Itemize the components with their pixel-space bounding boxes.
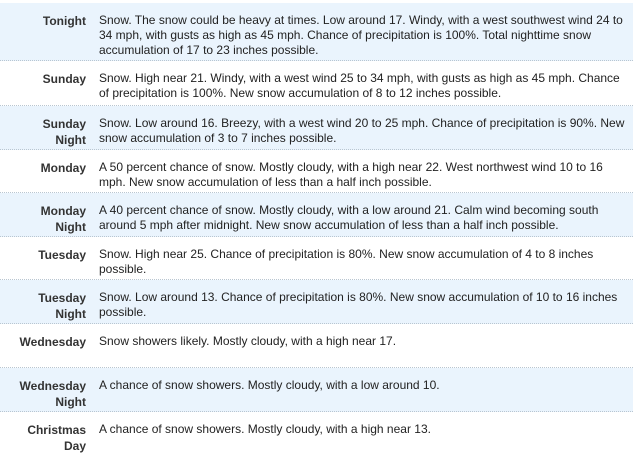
forecast-row-wednesday-night xyxy=(0,368,633,412)
forecast-period-label xyxy=(0,3,86,60)
forecast-period-label xyxy=(0,324,86,367)
forecast-row-wednesday xyxy=(0,324,633,368)
forecast-period-label xyxy=(0,193,86,236)
forecast-period-label xyxy=(0,368,86,411)
forecast-period-text: A 40 percent chance of snow. Mostly cloudy, with a low around 21. Calm wind becoming south around 5 mph after midnight. New snow accumulation of less than a half inch possible. xyxy=(99,203,599,232)
forecast-row-tuesday xyxy=(0,237,633,280)
forecast-period-text: A 50 percent chance of snow. Mostly cloudy, with a high near 22. West northwest wind 10 to 16 mph. New snow accumulation of less than a half inch possible. xyxy=(99,160,603,189)
forecast-period-label-line: Night xyxy=(55,133,86,147)
forecast-period-label xyxy=(0,106,86,149)
forecast-row-sunday xyxy=(0,61,633,106)
forecast-period-label-line: Sunday xyxy=(42,72,86,86)
forecast-period-label-line: Christmas xyxy=(27,423,86,437)
forecast-period-text: Snow. Low around 16. Breezy, with a west wind 20 to 25 mph. Chance of precipitation is 90%. New snow accumulation of 3 to 7 inches possible. xyxy=(99,116,625,145)
forecast-period-label-line: Tuesday xyxy=(38,291,86,305)
forecast-period-label-line: Night xyxy=(55,307,86,321)
forecast-period-label-line: Wednesday xyxy=(19,335,86,349)
forecast-row-monday-night xyxy=(0,193,633,237)
forecast-period-label-line: Tonight xyxy=(42,14,86,28)
forecast-row-tuesday-night xyxy=(0,280,633,324)
forecast-period-label xyxy=(0,237,86,279)
forecast-row-sunday-night xyxy=(0,106,633,150)
forecast-period-label xyxy=(0,412,86,458)
forecast-period-text: Snow. High near 21. Windy, with a west wind 25 to 34 mph, with gusts as high as 45 mph. Chance of precipitation is 100%. New snow accumulation of 8 to 12 inches possible. xyxy=(99,71,620,100)
forecast-period-text: Snow. High near 25. Chance of precipitation is 80%. New snow accumulation of 4 to 8 inches possible. xyxy=(99,247,594,276)
forecast-period-label-line: Monday xyxy=(40,204,86,218)
forecast-period-text: Snow. Low around 13. Chance of precipitation is 80%. New snow accumulation of 10 to 16 inches possible. xyxy=(99,290,618,319)
forecast-period-text: A chance of snow showers. Mostly cloudy, with a low around 10. xyxy=(99,378,440,392)
forecast-period-label-line: Tuesday xyxy=(38,248,86,262)
forecast-period-label xyxy=(0,61,86,105)
forecast-period-label-line: Night xyxy=(55,220,86,234)
forecast-row-monday xyxy=(0,150,633,193)
forecast-period-label-line: Sunday xyxy=(42,117,86,131)
forecast-period-text: Snow showers likely. Mostly cloudy, with a high near 17. xyxy=(99,334,397,348)
forecast-row-christmas-day xyxy=(0,412,633,458)
forecast-row-tonight xyxy=(0,3,633,61)
detailed-forecast-table xyxy=(0,3,637,458)
forecast-period-label-line: Night xyxy=(55,395,86,409)
forecast-period-label-line: Monday xyxy=(40,161,86,175)
forecast-period-label xyxy=(0,280,86,323)
forecast-period-label xyxy=(0,150,86,192)
forecast-period-text: A chance of snow showers. Mostly cloudy, with a high near 13. xyxy=(99,422,431,436)
forecast-period-label-line: Day xyxy=(63,439,86,453)
forecast-period-text: Snow. The snow could be heavy at times. Low around 17. Windy, with a west southwest wind 24 to 34 mph, with gusts as high as 45 mph. Chance of precipitation is 100%. Total nighttime snow accumulation of 17 to 23 inches possible. xyxy=(99,13,623,57)
forecast-period-label-line: Wednesday xyxy=(19,379,86,393)
